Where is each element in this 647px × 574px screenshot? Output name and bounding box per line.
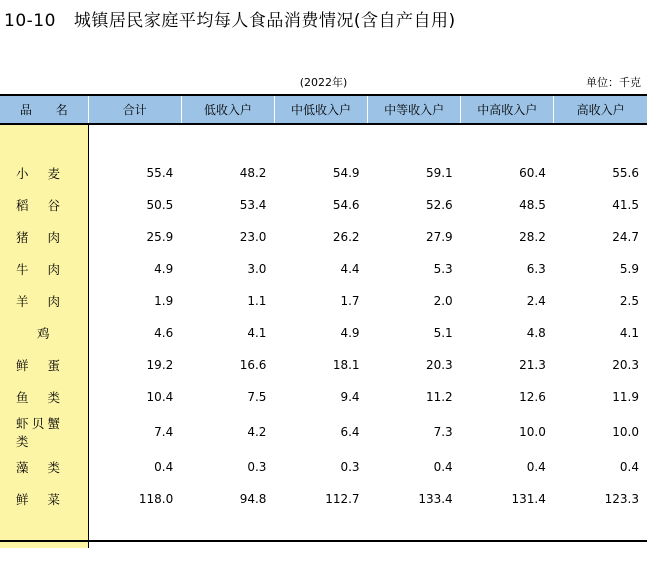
header-middle-income: 中等收入户	[368, 95, 461, 124]
row-value: 48.5	[519, 198, 546, 212]
row-name: 鲜 菜	[0, 483, 88, 515]
row-value: 3.0	[247, 262, 267, 276]
table-row	[0, 189, 647, 221]
row-value: 18.1	[332, 358, 360, 372]
end-row	[0, 515, 647, 548]
row-name: 牛 肉	[0, 253, 88, 285]
row-name: 鱼 类	[0, 381, 88, 413]
table-row	[0, 483, 647, 515]
table-row	[0, 285, 647, 317]
row-value: 12.6	[519, 390, 546, 404]
row-value: 5.1	[433, 326, 453, 340]
row-value: 24.7	[612, 230, 639, 244]
row-value: 4.6	[154, 326, 174, 340]
row-value: 131.4	[511, 492, 546, 506]
food-consumption-table	[0, 94, 647, 548]
row-value: 48.2	[239, 166, 267, 180]
row-value: 50.5	[146, 198, 174, 212]
header-total: 合计	[88, 95, 181, 124]
data-table-container	[0, 94, 647, 542]
row-value: 21.3	[519, 358, 546, 372]
row-name: 稻 谷	[0, 189, 88, 221]
row-name: 羊 肉	[0, 285, 88, 317]
row-value: 2.5	[619, 294, 639, 308]
bottom-rule	[0, 540, 647, 542]
table-row	[0, 157, 647, 189]
header-low-income: 低收入户	[181, 95, 274, 124]
row-value: 25.9	[146, 230, 174, 244]
row-value: 4.4	[340, 262, 360, 276]
row-value: 1.9	[154, 294, 174, 308]
row-value: 6.4	[340, 425, 360, 439]
row-value: 7.4	[154, 425, 174, 439]
table-row	[0, 413, 647, 451]
row-value: 0.4	[433, 460, 453, 474]
row-value: 1.1	[247, 294, 267, 308]
header-high-income: 高收入户	[554, 95, 647, 124]
row-value: 28.2	[519, 230, 546, 244]
table-number: 10-10	[4, 11, 56, 31]
row-value: 23.0	[239, 230, 267, 244]
row-value: 10.0	[612, 425, 639, 439]
row-value: 6.3	[526, 262, 546, 276]
table-row	[0, 349, 647, 381]
row-value: 11.9	[612, 390, 639, 404]
table-title: 城镇居民家庭平均每人食品消费情况(含自产自用)	[73, 11, 456, 31]
row-value: 41.5	[612, 198, 639, 212]
row-value: 20.3	[612, 358, 639, 372]
row-value: 60.4	[519, 166, 546, 180]
row-value: 0.4	[154, 460, 174, 474]
header-row	[0, 95, 647, 124]
row-value: 5.3	[433, 262, 453, 276]
row-value: 2.4	[526, 294, 546, 308]
row-value: 0.4	[526, 460, 546, 474]
row-value: 26.2	[332, 230, 360, 244]
row-value: 53.4	[239, 198, 267, 212]
row-value: 7.5	[247, 390, 267, 404]
row-value: 133.4	[418, 492, 453, 506]
row-value: 4.1	[619, 326, 639, 340]
table-row	[0, 317, 647, 349]
row-value: 10.4	[146, 390, 174, 404]
table-row	[0, 451, 647, 483]
row-value: 52.6	[425, 198, 453, 212]
table-row	[0, 221, 647, 253]
row-value: 94.8	[239, 492, 267, 506]
row-value: 4.2	[247, 425, 267, 439]
row-value: 59.1	[425, 166, 453, 180]
row-name: 小 麦	[0, 157, 88, 189]
row-value: 19.2	[146, 358, 174, 372]
row-name: 鸡	[0, 317, 88, 349]
row-value: 4.9	[340, 326, 360, 340]
row-value: 9.4	[340, 390, 360, 404]
row-value: 0.3	[340, 460, 360, 474]
spacer-row	[0, 124, 647, 157]
row-value: 4.8	[526, 326, 546, 340]
row-value: 7.3	[433, 425, 453, 439]
row-value: 1.7	[340, 294, 360, 308]
header-lower-middle-income: 中低收入户	[274, 95, 367, 124]
row-name: 猪 肉	[0, 221, 88, 253]
row-value: 54.6	[332, 198, 360, 212]
row-name: 虾贝蟹类	[0, 413, 88, 451]
table-row	[0, 253, 647, 285]
row-value: 123.3	[604, 492, 639, 506]
year-label: (2022年)	[299, 76, 348, 89]
header-name: 品 名	[0, 95, 88, 124]
page-title	[4, 6, 456, 31]
row-value: 4.1	[247, 326, 267, 340]
unit-label: 单位：千克	[586, 76, 641, 89]
row-name: 藻 类	[0, 451, 88, 483]
row-value: 0.3	[247, 460, 267, 474]
row-value: 55.4	[146, 166, 174, 180]
row-value: 16.6	[239, 358, 267, 372]
row-value: 118.0	[138, 492, 174, 506]
row-name: 鲜 蛋	[0, 349, 88, 381]
table-body	[0, 124, 647, 548]
row-value: 4.9	[154, 262, 174, 276]
row-value: 5.9	[619, 262, 639, 276]
table-row	[0, 381, 647, 413]
row-value: 20.3	[425, 358, 453, 372]
row-value: 2.0	[433, 294, 453, 308]
row-value: 0.4	[619, 460, 639, 474]
row-value: 54.9	[332, 166, 360, 180]
row-value: 10.0	[519, 425, 546, 439]
header-upper-middle-income: 中高收入户	[461, 95, 554, 124]
row-value: 27.9	[425, 230, 453, 244]
row-value: 112.7	[325, 492, 360, 506]
row-value: 55.6	[612, 166, 639, 180]
row-value: 11.2	[425, 390, 453, 404]
